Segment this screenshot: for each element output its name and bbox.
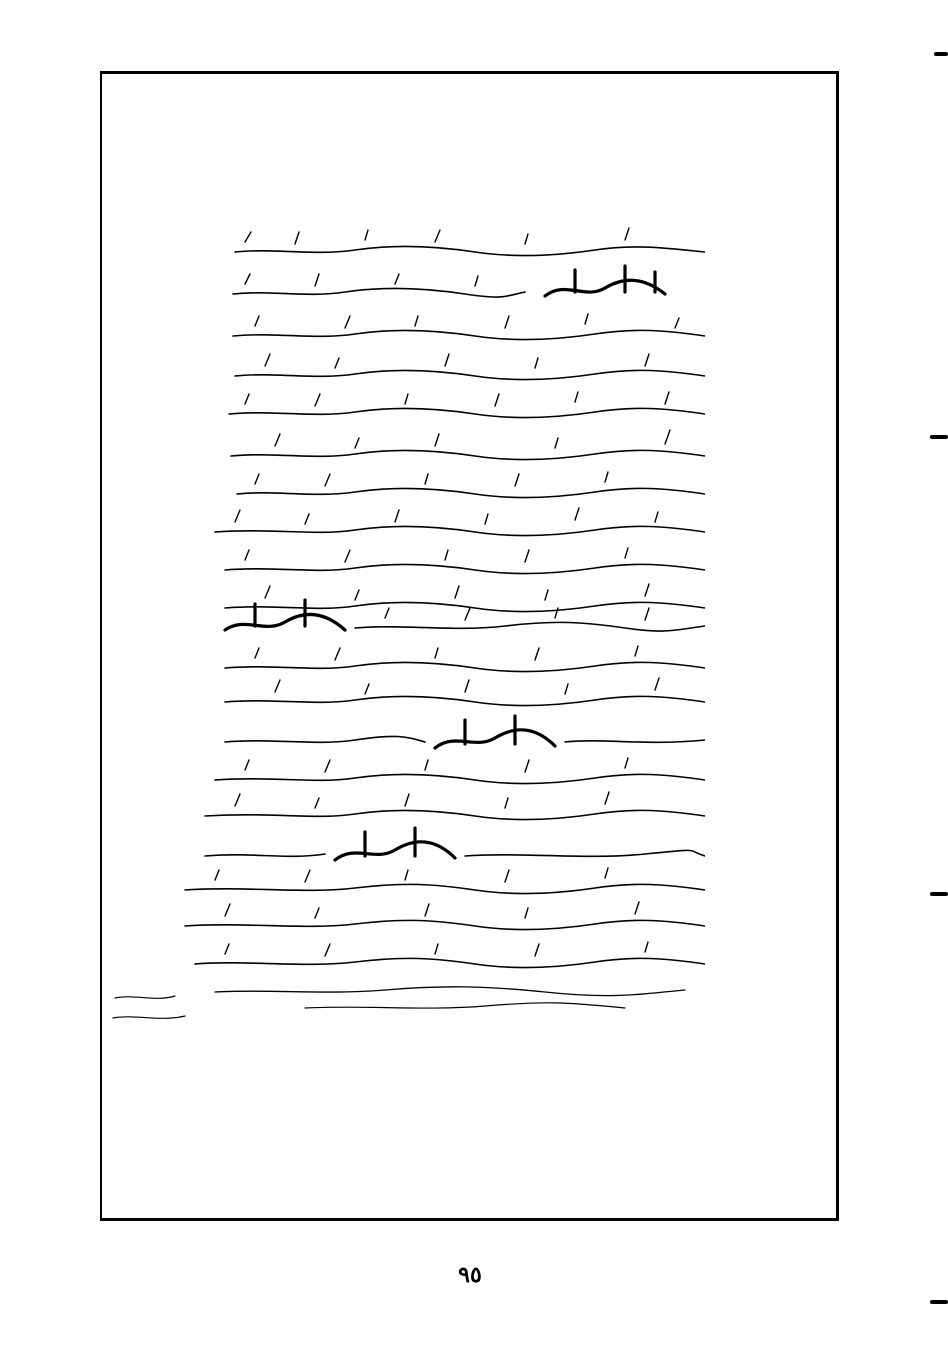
- name-abd-al-razzaq: [335, 828, 455, 860]
- manuscript-lines-drawing: [105, 160, 705, 1060]
- margin-note: [113, 996, 185, 1018]
- page-number: ٩٥: [458, 1262, 482, 1288]
- name-abd-al-jabbar: [225, 600, 345, 630]
- scan-edge-mark: [934, 52, 948, 56]
- handwriting-line: [235, 246, 705, 255]
- name-abd-al-razzaq: [435, 716, 555, 748]
- name-abd-al-jabbar: [545, 266, 665, 296]
- scan-edge-mark: [930, 1300, 948, 1304]
- scan-edge-mark: [930, 892, 948, 896]
- scan-edge-mark: [930, 435, 948, 439]
- handwritten-manuscript-text: [105, 160, 705, 1060]
